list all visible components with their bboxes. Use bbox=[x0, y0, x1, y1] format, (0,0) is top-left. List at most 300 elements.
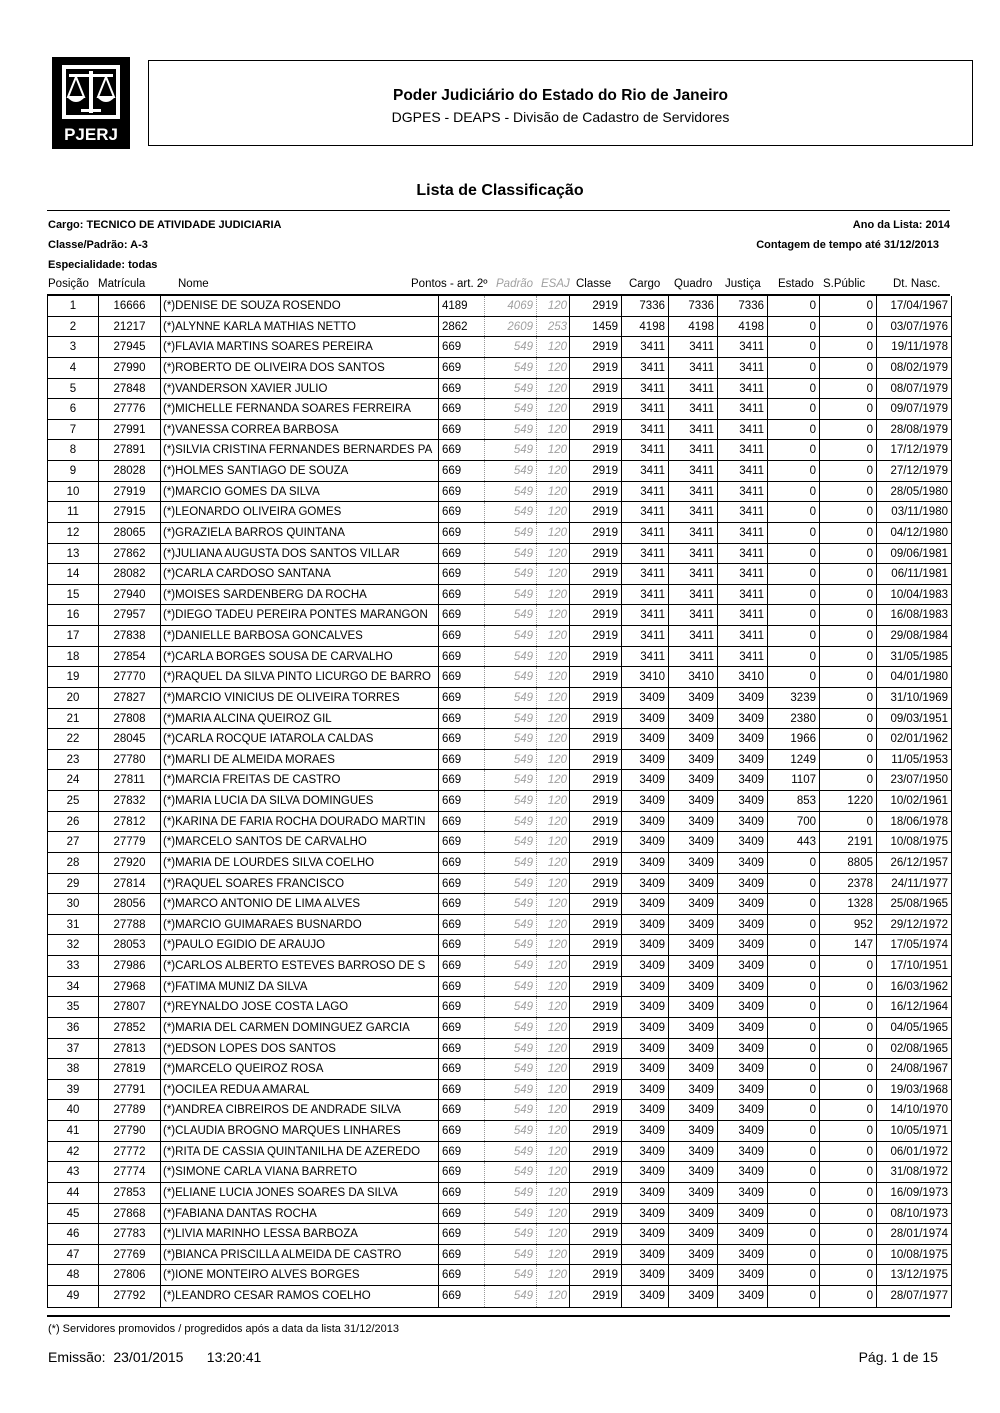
cell-cargo: 3409 bbox=[621, 1100, 668, 1120]
cell-esaj: 120 bbox=[536, 853, 569, 873]
cell-nome: (*)MARCIA FREITAS DE CASTRO bbox=[160, 770, 438, 790]
cell-quadro: 3409 bbox=[668, 750, 717, 770]
cell-nome: (*)MARCELO SANTOS DE CARVALHO bbox=[160, 832, 438, 852]
cell-pontos: 4189 bbox=[438, 296, 484, 316]
cell-esaj: 120 bbox=[536, 461, 569, 481]
cell-pontos: 669 bbox=[438, 1224, 484, 1244]
cell-justica: 3411 bbox=[717, 647, 767, 667]
cell-pontos: 669 bbox=[438, 997, 484, 1017]
cell-matricula: 27827 bbox=[98, 688, 160, 708]
cell-quadro: 3411 bbox=[668, 647, 717, 667]
table-row bbox=[48, 894, 951, 915]
cell-matricula: 27957 bbox=[98, 605, 160, 625]
cell-estado: 1107 bbox=[767, 770, 819, 790]
cell-spublic: 0 bbox=[819, 1121, 876, 1141]
cell-posicao: 43 bbox=[66, 1166, 80, 1179]
cell-esaj: 120 bbox=[536, 1039, 569, 1059]
cell-posicao: 3 bbox=[69, 341, 77, 354]
table-row bbox=[48, 750, 951, 771]
cell-spublic: 2191 bbox=[819, 832, 876, 852]
cell-posicao: 15 bbox=[66, 588, 80, 601]
cell-justica: 3411 bbox=[717, 461, 767, 481]
cell-nome: (*)HOLMES SANTIAGO DE SOUZA bbox=[160, 461, 438, 481]
cell-spublic: 0 bbox=[819, 1018, 876, 1038]
cell-justica: 3409 bbox=[717, 1039, 767, 1059]
cell-padrao: 549 bbox=[484, 502, 536, 522]
cell-pontos: 669 bbox=[438, 915, 484, 935]
cell-posicao: 14 bbox=[66, 568, 80, 581]
cell-spublic: 2378 bbox=[819, 874, 876, 894]
cell-nome: (*)BIANCA PRISCILLA ALMEIDA DE CASTRO bbox=[160, 1245, 438, 1265]
cell-justica: 3409 bbox=[717, 812, 767, 832]
cell-padrao: 549 bbox=[484, 379, 536, 399]
cell-justica: 3411 bbox=[717, 440, 767, 460]
cell-cargo: 3409 bbox=[621, 915, 668, 935]
cell-nome: (*)VANESSA CORREA BARBOSA bbox=[160, 420, 438, 440]
cell-spublic: 0 bbox=[819, 564, 876, 584]
cell-cargo: 3409 bbox=[621, 791, 668, 811]
cell-nome: (*)MARCIO GOMES DA SILVA bbox=[160, 482, 438, 502]
cell-posicao: 7 bbox=[69, 423, 77, 436]
cell-matricula: 27919 bbox=[98, 482, 160, 502]
cell-cargo: 3409 bbox=[621, 1265, 668, 1285]
cell-classe: 2919 bbox=[569, 915, 621, 935]
cell-padrao: 549 bbox=[484, 1018, 536, 1038]
cell-matricula: 27780 bbox=[98, 750, 160, 770]
table-row bbox=[48, 997, 951, 1018]
cell-estado: 1966 bbox=[767, 729, 819, 749]
cell-matricula: 27776 bbox=[98, 399, 160, 419]
table-row bbox=[48, 770, 951, 791]
cell-justica: 3411 bbox=[717, 585, 767, 605]
cell-pontos: 669 bbox=[438, 750, 484, 770]
table-row bbox=[48, 1080, 951, 1101]
cell-quadro: 3409 bbox=[668, 1245, 717, 1265]
cell-quadro: 3409 bbox=[668, 1265, 717, 1285]
col-header-dtnasc: Dt. Nasc. bbox=[893, 278, 941, 290]
col-header-pontos: Pontos - art. 2º bbox=[411, 278, 488, 290]
cell-pontos: 669 bbox=[438, 379, 484, 399]
cell-esaj: 120 bbox=[536, 729, 569, 749]
cell-justica: 3411 bbox=[717, 626, 767, 646]
cell-pontos: 669 bbox=[438, 1080, 484, 1100]
cell-pontos: 669 bbox=[438, 482, 484, 502]
cell-pontos: 669 bbox=[438, 832, 484, 852]
cell-cargo: 3409 bbox=[621, 1286, 668, 1307]
cell-cargo: 3409 bbox=[621, 770, 668, 790]
cell-posicao: 4 bbox=[69, 361, 77, 374]
cell-posicao: 2 bbox=[69, 320, 77, 333]
cell-spublic: 0 bbox=[819, 667, 876, 687]
org-subtitle: DGPES - DEAPS - Divisão de Cadastro de Servidores bbox=[391, 109, 730, 125]
cell-classe: 2919 bbox=[569, 750, 621, 770]
meta-classe: Classe/Padrão: A-3 bbox=[48, 239, 148, 251]
cell-justica: 3409 bbox=[717, 1286, 767, 1307]
cell-spublic: 0 bbox=[819, 585, 876, 605]
cell-estado: 0 bbox=[767, 399, 819, 419]
cell-esaj: 120 bbox=[536, 379, 569, 399]
cell-estado: 0 bbox=[767, 1265, 819, 1285]
cell-matricula: 27811 bbox=[98, 770, 160, 790]
cell-estado: 0 bbox=[767, 605, 819, 625]
cell-cargo: 3411 bbox=[621, 647, 668, 667]
cell-justica: 4198 bbox=[717, 317, 767, 337]
cell-dtnasc: 09/06/1981 bbox=[876, 544, 951, 564]
cell-classe: 2919 bbox=[569, 544, 621, 564]
cell-dtnasc: 08/02/1979 bbox=[876, 358, 951, 378]
cell-cargo: 3411 bbox=[621, 482, 668, 502]
cell-dtnasc: 24/11/1977 bbox=[876, 874, 951, 894]
cell-matricula: 28056 bbox=[98, 894, 160, 914]
cell-justica: 3409 bbox=[717, 1018, 767, 1038]
cell-quadro: 3409 bbox=[668, 770, 717, 790]
cell-pontos: 2862 bbox=[438, 317, 484, 337]
cell-dtnasc: 23/07/1950 bbox=[876, 770, 951, 790]
cell-cargo: 3411 bbox=[621, 420, 668, 440]
cell-dtnasc: 17/12/1979 bbox=[876, 440, 951, 460]
cell-spublic: 0 bbox=[819, 1080, 876, 1100]
cell-estado: 0 bbox=[767, 1162, 819, 1182]
cell-matricula: 27792 bbox=[98, 1286, 160, 1307]
table-row bbox=[48, 874, 951, 895]
table-row bbox=[48, 461, 951, 482]
cell-justica: 3409 bbox=[717, 1224, 767, 1244]
cell-pontos: 669 bbox=[438, 626, 484, 646]
cell-dtnasc: 10/05/1971 bbox=[876, 1121, 951, 1141]
cell-dtnasc: 09/07/1979 bbox=[876, 399, 951, 419]
cell-esaj: 120 bbox=[536, 1121, 569, 1141]
table-row bbox=[48, 1245, 951, 1266]
cell-estado: 0 bbox=[767, 482, 819, 502]
cell-justica: 3409 bbox=[717, 709, 767, 729]
cell-classe: 2919 bbox=[569, 585, 621, 605]
table-row bbox=[48, 1121, 951, 1142]
cell-padrao: 549 bbox=[484, 647, 536, 667]
cell-padrao: 549 bbox=[484, 1224, 536, 1244]
cell-posicao: 19 bbox=[66, 671, 80, 684]
cell-classe: 2919 bbox=[569, 709, 621, 729]
cell-esaj: 120 bbox=[536, 832, 569, 852]
cell-posicao: 12 bbox=[66, 526, 80, 539]
cell-padrao: 549 bbox=[484, 1245, 536, 1265]
cell-matricula: 27791 bbox=[98, 1080, 160, 1100]
cell-matricula: 27854 bbox=[98, 647, 160, 667]
cell-classe: 2919 bbox=[569, 853, 621, 873]
cell-quadro: 3409 bbox=[668, 1080, 717, 1100]
cell-spublic: 0 bbox=[819, 709, 876, 729]
cell-classe: 2919 bbox=[569, 647, 621, 667]
cell-nome: (*)VANDERSON XAVIER JULIO bbox=[160, 379, 438, 399]
cell-quadro: 3409 bbox=[668, 791, 717, 811]
cell-spublic: 1328 bbox=[819, 894, 876, 914]
org-title: Poder Judiciário do Estado do Rio de Janeiro bbox=[392, 87, 729, 104]
cell-classe: 2919 bbox=[569, 894, 621, 914]
cell-dtnasc: 04/01/1980 bbox=[876, 667, 951, 687]
cell-cargo: 3411 bbox=[621, 337, 668, 357]
cell-quadro: 3409 bbox=[668, 956, 717, 976]
cell-cargo: 3411 bbox=[621, 379, 668, 399]
classification-table bbox=[47, 296, 952, 1308]
cell-nome: (*)GRAZIELA BARROS QUINTANA bbox=[160, 523, 438, 543]
cell-estado: 0 bbox=[767, 1142, 819, 1162]
table-row bbox=[48, 1059, 951, 1080]
cell-justica: 3411 bbox=[717, 502, 767, 522]
cell-dtnasc: 06/01/1972 bbox=[876, 1142, 951, 1162]
cell-spublic: 0 bbox=[819, 1245, 876, 1265]
cell-classe: 2919 bbox=[569, 626, 621, 646]
cell-esaj: 120 bbox=[536, 874, 569, 894]
cell-estado: 0 bbox=[767, 626, 819, 646]
cell-esaj: 120 bbox=[536, 915, 569, 935]
cell-posicao: 34 bbox=[66, 980, 80, 993]
cell-estado: 0 bbox=[767, 1121, 819, 1141]
cell-quadro: 3409 bbox=[668, 729, 717, 749]
cell-justica: 3409 bbox=[717, 1245, 767, 1265]
col-header-spublic: S.Públic bbox=[823, 278, 866, 290]
table-row bbox=[48, 709, 951, 730]
table-row bbox=[48, 585, 951, 606]
cell-spublic: 0 bbox=[819, 1100, 876, 1120]
table-row bbox=[48, 812, 951, 833]
cell-esaj: 120 bbox=[536, 358, 569, 378]
cell-dtnasc: 29/12/1972 bbox=[876, 915, 951, 935]
cell-pontos: 669 bbox=[438, 461, 484, 481]
cell-padrao: 549 bbox=[484, 399, 536, 419]
cell-matricula: 27891 bbox=[98, 440, 160, 460]
cell-classe: 2919 bbox=[569, 482, 621, 502]
cell-nome: (*)CARLA BORGES SOUSA DE CARVALHO bbox=[160, 647, 438, 667]
cell-estado: 0 bbox=[767, 977, 819, 997]
cell-esaj: 120 bbox=[536, 585, 569, 605]
meta-cargo: Cargo: TECNICO DE ATIVIDADE JUDICIARIA bbox=[48, 219, 282, 231]
cell-cargo: 3409 bbox=[621, 832, 668, 852]
cell-spublic: 0 bbox=[819, 337, 876, 357]
cell-estado: 0 bbox=[767, 1224, 819, 1244]
cell-padrao: 549 bbox=[484, 729, 536, 749]
cell-spublic: 0 bbox=[819, 358, 876, 378]
cell-dtnasc: 31/08/1972 bbox=[876, 1162, 951, 1182]
cell-quadro: 3411 bbox=[668, 420, 717, 440]
table-row bbox=[48, 935, 951, 956]
cell-spublic: 0 bbox=[819, 296, 876, 316]
table-row bbox=[48, 358, 951, 379]
cell-posicao: 28 bbox=[66, 856, 80, 869]
cell-spublic: 0 bbox=[819, 977, 876, 997]
cell-posicao: 33 bbox=[66, 960, 80, 972]
cell-spublic: 0 bbox=[819, 956, 876, 976]
cell-estado: 0 bbox=[767, 915, 819, 935]
cell-cargo: 3409 bbox=[621, 1039, 668, 1059]
cell-posicao: 44 bbox=[66, 1186, 80, 1199]
cell-pontos: 669 bbox=[438, 1204, 484, 1224]
cell-cargo: 3409 bbox=[621, 997, 668, 1017]
cell-dtnasc: 28/07/1977 bbox=[876, 1286, 951, 1307]
cell-spublic: 0 bbox=[819, 812, 876, 832]
cell-padrao: 549 bbox=[484, 1121, 536, 1141]
cell-dtnasc: 19/11/1978 bbox=[876, 337, 951, 357]
cell-padrao: 549 bbox=[484, 874, 536, 894]
cell-pontos: 669 bbox=[438, 1121, 484, 1141]
cell-matricula: 27915 bbox=[98, 502, 160, 522]
cell-classe: 2919 bbox=[569, 461, 621, 481]
cell-justica: 3409 bbox=[717, 832, 767, 852]
cell-quadro: 3409 bbox=[668, 812, 717, 832]
cell-classe: 2919 bbox=[569, 812, 621, 832]
cell-estado: 0 bbox=[767, 1245, 819, 1265]
cell-classe: 2919 bbox=[569, 667, 621, 687]
cell-pontos: 669 bbox=[438, 1183, 484, 1203]
meta-contagem: Contagem de tempo até 31/12/2013 bbox=[756, 239, 939, 251]
cell-padrao: 549 bbox=[484, 1286, 536, 1307]
cell-cargo: 3409 bbox=[621, 1245, 668, 1265]
cell-estado: 0 bbox=[767, 894, 819, 914]
cell-spublic: 0 bbox=[819, 544, 876, 564]
cell-esaj: 253 bbox=[536, 317, 569, 337]
cell-matricula: 27862 bbox=[98, 544, 160, 564]
cell-spublic: 0 bbox=[819, 1265, 876, 1285]
cell-pontos: 669 bbox=[438, 564, 484, 584]
cell-posicao: 13 bbox=[66, 547, 80, 560]
cell-matricula: 27945 bbox=[98, 337, 160, 357]
col-header-classe: Classe bbox=[576, 278, 612, 290]
cell-spublic: 0 bbox=[819, 1183, 876, 1203]
table-row bbox=[48, 544, 951, 565]
cell-posicao: 5 bbox=[69, 382, 77, 395]
cell-nome: (*)IONE MONTEIRO ALVES BORGES bbox=[160, 1265, 438, 1285]
cell-matricula: 27772 bbox=[98, 1142, 160, 1162]
cell-quadro: 3409 bbox=[668, 894, 717, 914]
cell-estado: 853 bbox=[767, 791, 819, 811]
cell-pontos: 669 bbox=[438, 544, 484, 564]
cell-esaj: 120 bbox=[536, 399, 569, 419]
cell-classe: 2919 bbox=[569, 1121, 621, 1141]
cell-classe: 2919 bbox=[569, 1245, 621, 1265]
cell-quadro: 3411 bbox=[668, 502, 717, 522]
cell-esaj: 120 bbox=[536, 997, 569, 1017]
cell-nome: (*)PAULO EGIDIO DE ARAUJO bbox=[160, 935, 438, 955]
cell-nome: (*)CLAUDIA BROGNO MARQUES LINHARES bbox=[160, 1121, 438, 1141]
table-row bbox=[48, 482, 951, 503]
cell-estado: 0 bbox=[767, 420, 819, 440]
cell-spublic: 0 bbox=[819, 399, 876, 419]
cell-nome: (*)MOISES SARDENBERG DA ROCHA bbox=[160, 585, 438, 605]
cell-spublic: 0 bbox=[819, 461, 876, 481]
cell-justica: 3409 bbox=[717, 894, 767, 914]
cell-cargo: 3410 bbox=[621, 667, 668, 687]
cell-justica: 3409 bbox=[717, 1121, 767, 1141]
page-number: Pág. 1 de 15 bbox=[858, 1349, 938, 1365]
cell-posicao: 22 bbox=[66, 733, 80, 746]
cell-nome: (*)ANDREA CIBREIROS DE ANDRADE SILVA bbox=[160, 1100, 438, 1120]
cell-spublic: 952 bbox=[819, 915, 876, 935]
cell-matricula: 21217 bbox=[98, 317, 160, 337]
cell-spublic: 0 bbox=[819, 1224, 876, 1244]
col-header-padrao: Padrão bbox=[496, 278, 534, 290]
cell-padrao: 2609 bbox=[484, 317, 536, 337]
cell-nome: (*)MICHELLE FERNANDA SOARES FERREIRA bbox=[160, 399, 438, 419]
cell-matricula: 27779 bbox=[98, 832, 160, 852]
cell-esaj: 120 bbox=[536, 1100, 569, 1120]
cell-posicao: 49 bbox=[66, 1290, 80, 1302]
cell-justica: 3409 bbox=[717, 1080, 767, 1100]
cell-esaj: 120 bbox=[536, 894, 569, 914]
cell-padrao: 549 bbox=[484, 1059, 536, 1079]
cell-quadro: 3409 bbox=[668, 997, 717, 1017]
cell-nome: (*)DIEGO TADEU PEREIRA PONTES MARANGON bbox=[160, 605, 438, 625]
cell-classe: 2919 bbox=[569, 1039, 621, 1059]
cell-justica: 3409 bbox=[717, 791, 767, 811]
table-row bbox=[48, 440, 951, 461]
cell-esaj: 120 bbox=[536, 544, 569, 564]
cell-padrao: 549 bbox=[484, 791, 536, 811]
cell-justica: 3411 bbox=[717, 482, 767, 502]
cell-justica: 3409 bbox=[717, 1204, 767, 1224]
cell-dtnasc: 28/05/1980 bbox=[876, 482, 951, 502]
cell-spublic: 0 bbox=[819, 523, 876, 543]
cell-pontos: 669 bbox=[438, 1265, 484, 1285]
cell-esaj: 120 bbox=[536, 337, 569, 357]
cell-nome: (*)MARCO ANTONIO DE LIMA ALVES bbox=[160, 894, 438, 914]
table-row bbox=[48, 502, 951, 523]
cell-pontos: 669 bbox=[438, 1142, 484, 1162]
cell-estado: 1249 bbox=[767, 750, 819, 770]
cell-quadro: 3409 bbox=[668, 1286, 717, 1307]
cell-cargo: 3409 bbox=[621, 1183, 668, 1203]
cell-padrao: 549 bbox=[484, 977, 536, 997]
cell-classe: 2919 bbox=[569, 688, 621, 708]
cell-dtnasc: 17/04/1967 bbox=[876, 296, 951, 316]
cell-esaj: 120 bbox=[536, 1265, 569, 1285]
col-header-matricula: Matrícula bbox=[98, 278, 146, 290]
cell-pontos: 669 bbox=[438, 956, 484, 976]
cell-spublic: 0 bbox=[819, 626, 876, 646]
cell-quadro: 3409 bbox=[668, 977, 717, 997]
footnote: (*) Servidores promovidos / progredidos após a data da lista 31/12/2013 bbox=[48, 1323, 399, 1335]
cell-padrao: 549 bbox=[484, 461, 536, 481]
cell-classe: 2919 bbox=[569, 502, 621, 522]
cell-estado: 0 bbox=[767, 1100, 819, 1120]
cell-padrao: 549 bbox=[484, 1162, 536, 1182]
cell-estado: 2380 bbox=[767, 709, 819, 729]
cell-justica: 3409 bbox=[717, 935, 767, 955]
cell-justica: 3409 bbox=[717, 750, 767, 770]
table-row bbox=[48, 1162, 951, 1183]
cell-cargo: 3409 bbox=[621, 874, 668, 894]
cell-nome: (*)LEANDRO CESAR RAMOS COELHO bbox=[160, 1286, 438, 1307]
cell-pontos: 669 bbox=[438, 874, 484, 894]
cell-padrao: 549 bbox=[484, 688, 536, 708]
cell-quadro: 3409 bbox=[668, 1059, 717, 1079]
cell-quadro: 3409 bbox=[668, 1142, 717, 1162]
table-row bbox=[48, 1183, 951, 1204]
cell-matricula: 27920 bbox=[98, 853, 160, 873]
cell-nome: (*)MARLI DE ALMEIDA MORAES bbox=[160, 750, 438, 770]
cell-posicao: 41 bbox=[66, 1125, 80, 1137]
cell-classe: 2919 bbox=[569, 337, 621, 357]
table-row bbox=[48, 688, 951, 709]
cell-dtnasc: 10/02/1961 bbox=[876, 791, 951, 811]
cell-spublic: 0 bbox=[819, 770, 876, 790]
cell-estado: 0 bbox=[767, 379, 819, 399]
cell-pontos: 669 bbox=[438, 1018, 484, 1038]
cell-posicao: 23 bbox=[66, 753, 80, 766]
cell-quadro: 3409 bbox=[668, 1039, 717, 1059]
cell-posicao: 47 bbox=[66, 1248, 80, 1261]
cell-padrao: 549 bbox=[484, 482, 536, 502]
cell-quadro: 3409 bbox=[668, 709, 717, 729]
cell-nome: (*)RAQUEL SOARES FRANCISCO bbox=[160, 874, 438, 894]
cell-spublic: 1220 bbox=[819, 791, 876, 811]
